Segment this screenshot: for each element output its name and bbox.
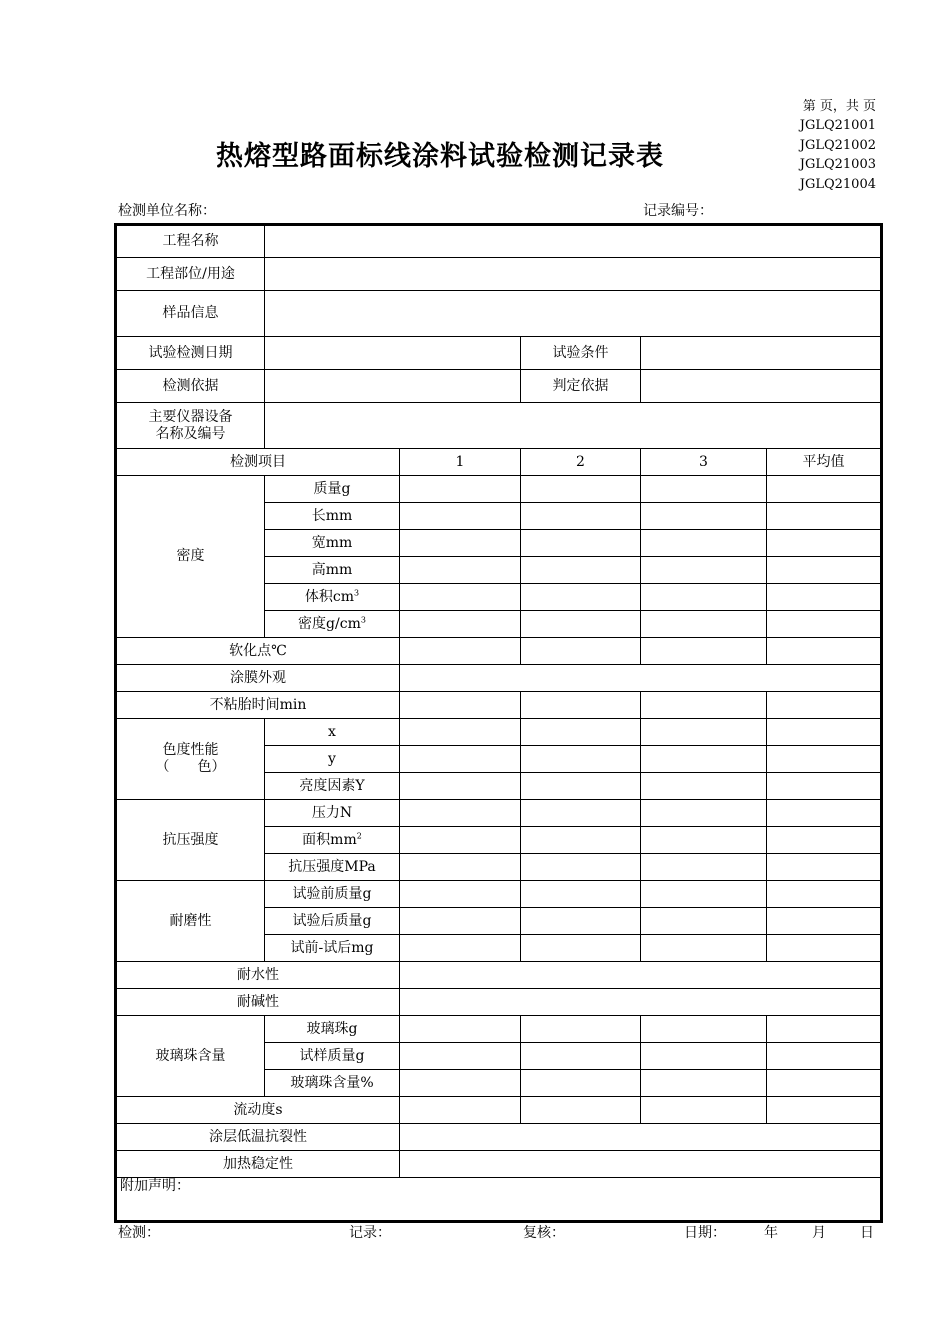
table-row	[116, 719, 882, 746]
mass-label: 质量g	[265, 476, 400, 503]
data-cell[interactable]	[400, 503, 521, 530]
data-cell[interactable]	[641, 1097, 767, 1124]
low-temp-value[interactable]	[400, 1124, 882, 1151]
data-cell[interactable]	[767, 692, 882, 719]
table-row	[116, 370, 882, 403]
col-avg-header: 平均值	[767, 449, 882, 476]
table-row	[116, 337, 882, 370]
table-row	[116, 476, 882, 503]
data-cell[interactable]	[767, 1070, 882, 1097]
table-row	[116, 1178, 882, 1222]
water-value[interactable]	[400, 962, 882, 989]
col-3-header: 3	[641, 449, 767, 476]
data-cell[interactable]	[400, 1070, 521, 1097]
form-code-1: JGLQ21001	[799, 118, 876, 134]
data-cell[interactable]	[641, 476, 767, 503]
statement-cell[interactable]	[116, 1178, 882, 1222]
project-part-value[interactable]	[265, 258, 882, 291]
data-cell[interactable]	[521, 881, 641, 908]
density-label: 密度$g/cm^3$	[265, 611, 400, 638]
data-cell[interactable]	[641, 638, 767, 665]
data-cell[interactable]	[767, 476, 882, 503]
data-cell[interactable]	[400, 584, 521, 611]
data-cell[interactable]	[767, 1043, 882, 1070]
data-cell[interactable]	[521, 800, 641, 827]
data-cell[interactable]	[521, 1043, 641, 1070]
form-code-3: JGLQ21003	[799, 157, 876, 173]
data-cell[interactable]	[521, 827, 641, 854]
table-row	[116, 665, 882, 692]
tester-label: 检测：	[118, 1225, 160, 1241]
table-row	[116, 881, 882, 908]
date-label: 日期：	[684, 1225, 726, 1241]
sample-info-value[interactable]	[265, 291, 882, 337]
data-cell[interactable]	[400, 719, 521, 746]
table-row	[116, 1097, 882, 1124]
data-cell[interactable]	[521, 584, 641, 611]
data-cell[interactable]	[767, 557, 882, 584]
film-label: 涂膜外观	[116, 665, 400, 692]
table-row	[116, 962, 882, 989]
data-cell[interactable]	[521, 503, 641, 530]
data-cell[interactable]	[641, 584, 767, 611]
water-label: 耐水性	[116, 962, 400, 989]
softening-label: 软化点℃	[116, 638, 400, 665]
sample-mass-label: 试样质量g	[265, 1043, 400, 1070]
data-cell[interactable]	[521, 908, 641, 935]
non-stick-label: 不粘胎时间min	[116, 692, 400, 719]
heat-stability-value[interactable]	[400, 1151, 882, 1178]
test-basis-value[interactable]	[265, 370, 521, 403]
data-cell[interactable]	[400, 476, 521, 503]
data-cell[interactable]	[521, 773, 641, 800]
data-cell[interactable]	[641, 557, 767, 584]
width-label: 宽mm	[265, 530, 400, 557]
month-label: 月	[812, 1225, 826, 1241]
data-cell[interactable]	[400, 908, 521, 935]
fluidity-label: 流动度s	[116, 1097, 400, 1124]
glass-content-label: 玻璃珠含量%	[265, 1070, 400, 1097]
table-row	[116, 225, 882, 258]
project-name-label: 工程名称	[116, 225, 265, 258]
data-cell[interactable]	[521, 476, 641, 503]
data-cell[interactable]	[641, 530, 767, 557]
data-cell[interactable]	[400, 935, 521, 962]
data-cell[interactable]	[767, 827, 882, 854]
table-row	[116, 291, 882, 337]
glass-group-label: 玻璃珠含量	[116, 1016, 265, 1097]
test-date-label: 试验检测日期	[116, 337, 265, 370]
data-cell[interactable]	[521, 719, 641, 746]
data-cell[interactable]	[641, 719, 767, 746]
data-cell[interactable]	[641, 503, 767, 530]
mass-after-label: 试验后质量g	[265, 908, 400, 935]
data-cell[interactable]	[767, 530, 882, 557]
film-value[interactable]	[400, 665, 882, 692]
data-cell[interactable]	[521, 611, 641, 638]
area-label: 面积$mm^2$	[265, 827, 400, 854]
data-cell[interactable]	[521, 638, 641, 665]
data-cell[interactable]	[521, 854, 641, 881]
table-row	[116, 800, 882, 827]
data-cell[interactable]	[400, 692, 521, 719]
data-cell[interactable]	[641, 611, 767, 638]
data-cell[interactable]	[641, 692, 767, 719]
data-cell[interactable]	[641, 1070, 767, 1097]
col-2-header: 2	[521, 449, 641, 476]
day-label: 日	[860, 1225, 874, 1241]
data-cell[interactable]	[767, 746, 882, 773]
column-header-row	[116, 449, 882, 476]
data-cell[interactable]	[521, 557, 641, 584]
density-group-label: 密度	[116, 476, 265, 638]
recorder-label: 记录：	[349, 1225, 391, 1241]
luminance-label: 亮度因素Y	[265, 773, 400, 800]
wear-group-label: 耐磨性	[116, 881, 265, 962]
table-row	[116, 1016, 882, 1043]
data-cell[interactable]	[767, 800, 882, 827]
form-code-4: JGLQ21004	[799, 176, 876, 192]
data-cell[interactable]	[767, 584, 882, 611]
data-cell[interactable]	[521, 1097, 641, 1124]
col-item-header: 检测项目	[116, 449, 400, 476]
data-cell[interactable]	[641, 854, 767, 881]
color-group-label: 色度性能 （ 色）	[116, 719, 265, 800]
year-label: 年	[764, 1225, 778, 1241]
data-cell[interactable]	[521, 530, 641, 557]
data-cell[interactable]	[641, 773, 767, 800]
judge-basis-value[interactable]	[641, 370, 882, 403]
data-cell[interactable]	[767, 503, 882, 530]
alkali-value[interactable]	[400, 989, 882, 1016]
data-cell[interactable]	[767, 1097, 882, 1124]
data-cell[interactable]	[521, 692, 641, 719]
record-no-label: 记录编号：	[643, 203, 713, 219]
col-1-header: 1	[400, 449, 521, 476]
table-row	[116, 692, 882, 719]
data-cell[interactable]	[521, 746, 641, 773]
page-count: 第 页，共 页	[802, 99, 876, 114]
table-row	[116, 403, 882, 449]
test-condition-label: 试验条件	[521, 337, 641, 370]
table-row	[116, 1151, 882, 1178]
data-cell[interactable]	[641, 827, 767, 854]
heat-stability-label: 加热稳定性	[116, 1151, 400, 1178]
sample-info-label: 样品信息	[116, 291, 265, 337]
reviewer-label: 复核：	[523, 1225, 565, 1241]
data-cell[interactable]	[641, 908, 767, 935]
data-cell[interactable]	[641, 746, 767, 773]
equipment-label: 主要仪器设备 名称及编号	[116, 403, 265, 449]
data-cell[interactable]	[521, 935, 641, 962]
project-part-label: 工程部位/用途	[116, 258, 265, 291]
test-condition-value[interactable]	[641, 337, 882, 370]
mass-before-label: 试验前质量g	[265, 881, 400, 908]
alkali-label: 耐碱性	[116, 989, 400, 1016]
data-cell[interactable]	[400, 800, 521, 827]
data-cell[interactable]	[767, 638, 882, 665]
comp-group-label: 抗压强度	[116, 800, 265, 881]
height-label: 高mm	[265, 557, 400, 584]
data-cell[interactable]	[767, 611, 882, 638]
data-cell[interactable]	[400, 1097, 521, 1124]
length-label: 长mm	[265, 503, 400, 530]
form-codes	[740, 97, 876, 194]
data-cell[interactable]	[400, 746, 521, 773]
judge-basis-label: 判定依据	[521, 370, 641, 403]
data-cell[interactable]	[400, 1016, 521, 1043]
data-cell[interactable]	[400, 881, 521, 908]
data-cell[interactable]	[400, 530, 521, 557]
statement-label: 附加声明：	[120, 1178, 190, 1194]
data-cell[interactable]	[400, 827, 521, 854]
data-cell[interactable]	[767, 881, 882, 908]
data-cell[interactable]	[641, 1043, 767, 1070]
data-cell[interactable]	[641, 800, 767, 827]
low-temp-label: 涂层低温抗裂性	[116, 1124, 400, 1151]
table-row	[116, 1124, 882, 1151]
data-cell[interactable]	[767, 854, 882, 881]
pressure-label: 压力N	[265, 800, 400, 827]
x-label: x	[265, 719, 400, 746]
data-cell[interactable]	[767, 908, 882, 935]
data-cell[interactable]	[767, 935, 882, 962]
data-cell[interactable]	[400, 1043, 521, 1070]
equipment-value[interactable]	[265, 403, 882, 449]
test-date-value[interactable]	[265, 337, 521, 370]
form-code-2: JGLQ21002	[799, 137, 876, 153]
table-row	[116, 989, 882, 1016]
page-title: 热熔型路面标线涂料试验检测记录表	[216, 141, 664, 172]
data-cell[interactable]	[767, 719, 882, 746]
table-row	[116, 258, 882, 291]
data-cell[interactable]	[400, 773, 521, 800]
data-cell[interactable]	[641, 935, 767, 962]
data-cell[interactable]	[767, 773, 882, 800]
data-cell[interactable]	[767, 1016, 882, 1043]
data-cell[interactable]	[521, 1016, 641, 1043]
record-table	[114, 223, 883, 1223]
data-cell[interactable]	[521, 1070, 641, 1097]
test-basis-label: 检测依据	[116, 370, 265, 403]
data-cell[interactable]	[641, 1016, 767, 1043]
comp-strength-label: 抗压强度MPa	[265, 854, 400, 881]
project-name-value[interactable]	[265, 225, 882, 258]
unit-label: 检测单位名称：	[118, 203, 216, 219]
data-cell[interactable]	[400, 611, 521, 638]
mass-diff-label: 试前-试后mg	[265, 935, 400, 962]
y-label: y	[265, 746, 400, 773]
data-cell[interactable]	[641, 881, 767, 908]
data-cell[interactable]	[400, 854, 521, 881]
glass-beads-label: 玻璃珠g	[265, 1016, 400, 1043]
volume-label: 体积$cm^3$	[265, 584, 400, 611]
table-row	[116, 638, 882, 665]
data-cell[interactable]	[400, 638, 521, 665]
data-cell[interactable]	[400, 557, 521, 584]
